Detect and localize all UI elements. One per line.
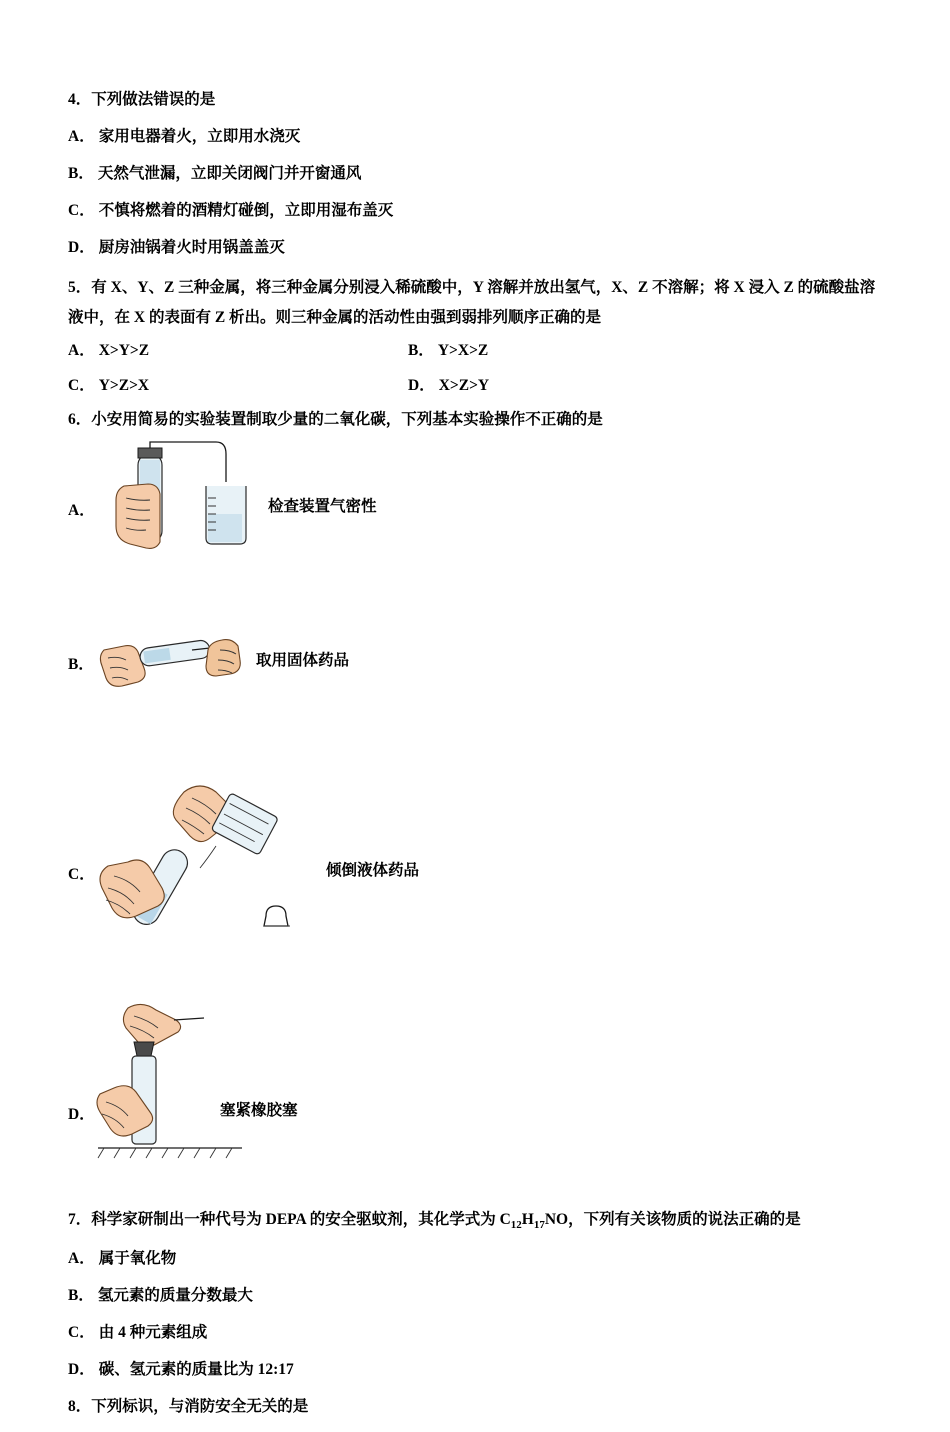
option-text: 厨房油锅着火时用锅盖盖灭	[98, 239, 285, 257]
option-label: C．	[68, 1324, 95, 1342]
figure-b-art-solid-reagent	[96, 620, 256, 705]
question-7-stem-suffix: NO，下列有关该物质的说法正确的是	[544, 1210, 801, 1228]
figure-d-label: D．	[68, 1105, 95, 1123]
question-8-number: 8	[68, 1398, 76, 1416]
question-7-option-b	[68, 1284, 890, 1308]
option-label: A．	[68, 341, 95, 359]
question-5-number: 5	[68, 279, 76, 297]
option-label: D．	[68, 239, 95, 257]
figure-a-caption: 检查装置气密性	[268, 497, 377, 515]
figure-a-art-airtightness-check	[98, 440, 278, 563]
figure-b-caption: 取用固体药品	[256, 651, 350, 669]
question-5-stem-text-1: ．有 X、Y、Z 三种金属，将三种金属分别浸入稀硫酸中，Y 溶解并放出氢气，X、Z 不溶解；将 X 浸入 Z 的硫酸盐溶	[75, 279, 876, 297]
option-text: 家用电器着火，立即用水浇灭	[98, 128, 301, 146]
formula-sub-12: 12	[510, 1219, 522, 1232]
question-5-stem-line1	[68, 273, 890, 302]
option-label: C．	[68, 202, 95, 220]
option-text: 碳、氢元素的质量比为 12:17	[98, 1361, 294, 1379]
question-7-stem-prefix: ．科学家研制出一种代号为 DEPA 的安全驱蚊剂，其化学式为 C	[75, 1210, 511, 1228]
question-7-number: 7	[68, 1210, 76, 1228]
option-label: A．	[68, 128, 95, 146]
figure-c-art-pour-liquid	[88, 770, 308, 955]
page-content	[68, 88, 890, 1432]
option-label: D．	[68, 1361, 95, 1379]
figure-b-label: B．	[68, 655, 94, 673]
figure-a-label: A．	[68, 501, 95, 519]
question-4-stem	[68, 88, 890, 112]
question-4-option-c	[68, 199, 890, 223]
formula-sub-17: 17	[533, 1219, 545, 1232]
question-6-figure-a	[68, 440, 890, 558]
question-4-option-a	[68, 125, 890, 149]
option-text: X>Z>Y	[438, 376, 490, 394]
question-5	[68, 273, 890, 395]
question-7-option-d	[68, 1358, 890, 1382]
question-5-option-a	[68, 338, 408, 360]
option-text: 不慎将燃着的酒精灯碰倒，立即用湿布盖灭	[98, 202, 394, 220]
question-6-stem	[68, 408, 890, 432]
question-6-figure-d	[68, 998, 890, 1178]
option-text: 天然气泄漏，立即关闭阀门并开窗通风	[97, 165, 362, 183]
option-text: 属于氧化物	[98, 1250, 177, 1268]
question-7-option-c	[68, 1321, 890, 1345]
question-4-option-d	[68, 236, 890, 260]
figure-d-art-press-stopper	[94, 998, 274, 1173]
option-label: A．	[68, 1250, 95, 1268]
question-5-option-b	[408, 338, 488, 360]
option-label: C．	[68, 376, 95, 394]
option-label: B．	[68, 1287, 94, 1305]
option-text: 由 4 种元素组成	[98, 1324, 208, 1342]
option-label: D．	[408, 376, 435, 394]
question-5-options-row-2	[68, 373, 890, 395]
question-7-option-a	[68, 1247, 890, 1271]
question-8	[68, 1395, 890, 1419]
option-text: 氢元素的质量分数最大	[97, 1287, 253, 1305]
question-5-option-c	[68, 373, 408, 395]
option-label: B．	[68, 165, 94, 183]
question-6-number: 6	[68, 410, 76, 428]
question-4-number: 4	[68, 91, 76, 108]
question-5-option-d	[408, 373, 489, 395]
question-6-stem-text: ．小安用简易的实验装置制取少量的二氧化碳，下列基本实验操作不正确的是	[75, 410, 603, 428]
figure-d-caption: 塞紧橡胶塞	[220, 1101, 298, 1119]
question-6-figure-b	[68, 620, 890, 728]
figure-c-caption: 倾倒液体药品	[326, 861, 420, 879]
question-6-figure-c	[68, 770, 890, 960]
question-8-stem	[68, 1395, 890, 1419]
option-text: Y>X>Z	[437, 341, 489, 359]
question-4-stem-text: ．下列做法错误的是	[75, 91, 216, 108]
question-8-stem-text: ．下列标识，与消防安全无关的是	[75, 1398, 309, 1416]
option-text: X>Y>Z	[98, 341, 150, 359]
option-text: Y>Z>X	[98, 376, 150, 394]
question-5-options-row-1	[68, 338, 890, 360]
option-label: B．	[408, 341, 434, 359]
question-4-option-b	[68, 162, 890, 186]
formula-h: H	[521, 1210, 534, 1228]
question-6	[68, 408, 890, 1178]
question-5-stem-line2: 液中，在 X 的表面有 Z 析出。则三种金属的活动性由强到弱排列顺序正确的是	[68, 308, 602, 326]
figure-c-label: C．	[68, 865, 95, 883]
question-7-stem	[68, 1208, 890, 1234]
question-4	[68, 88, 890, 260]
question-7	[68, 1208, 890, 1382]
